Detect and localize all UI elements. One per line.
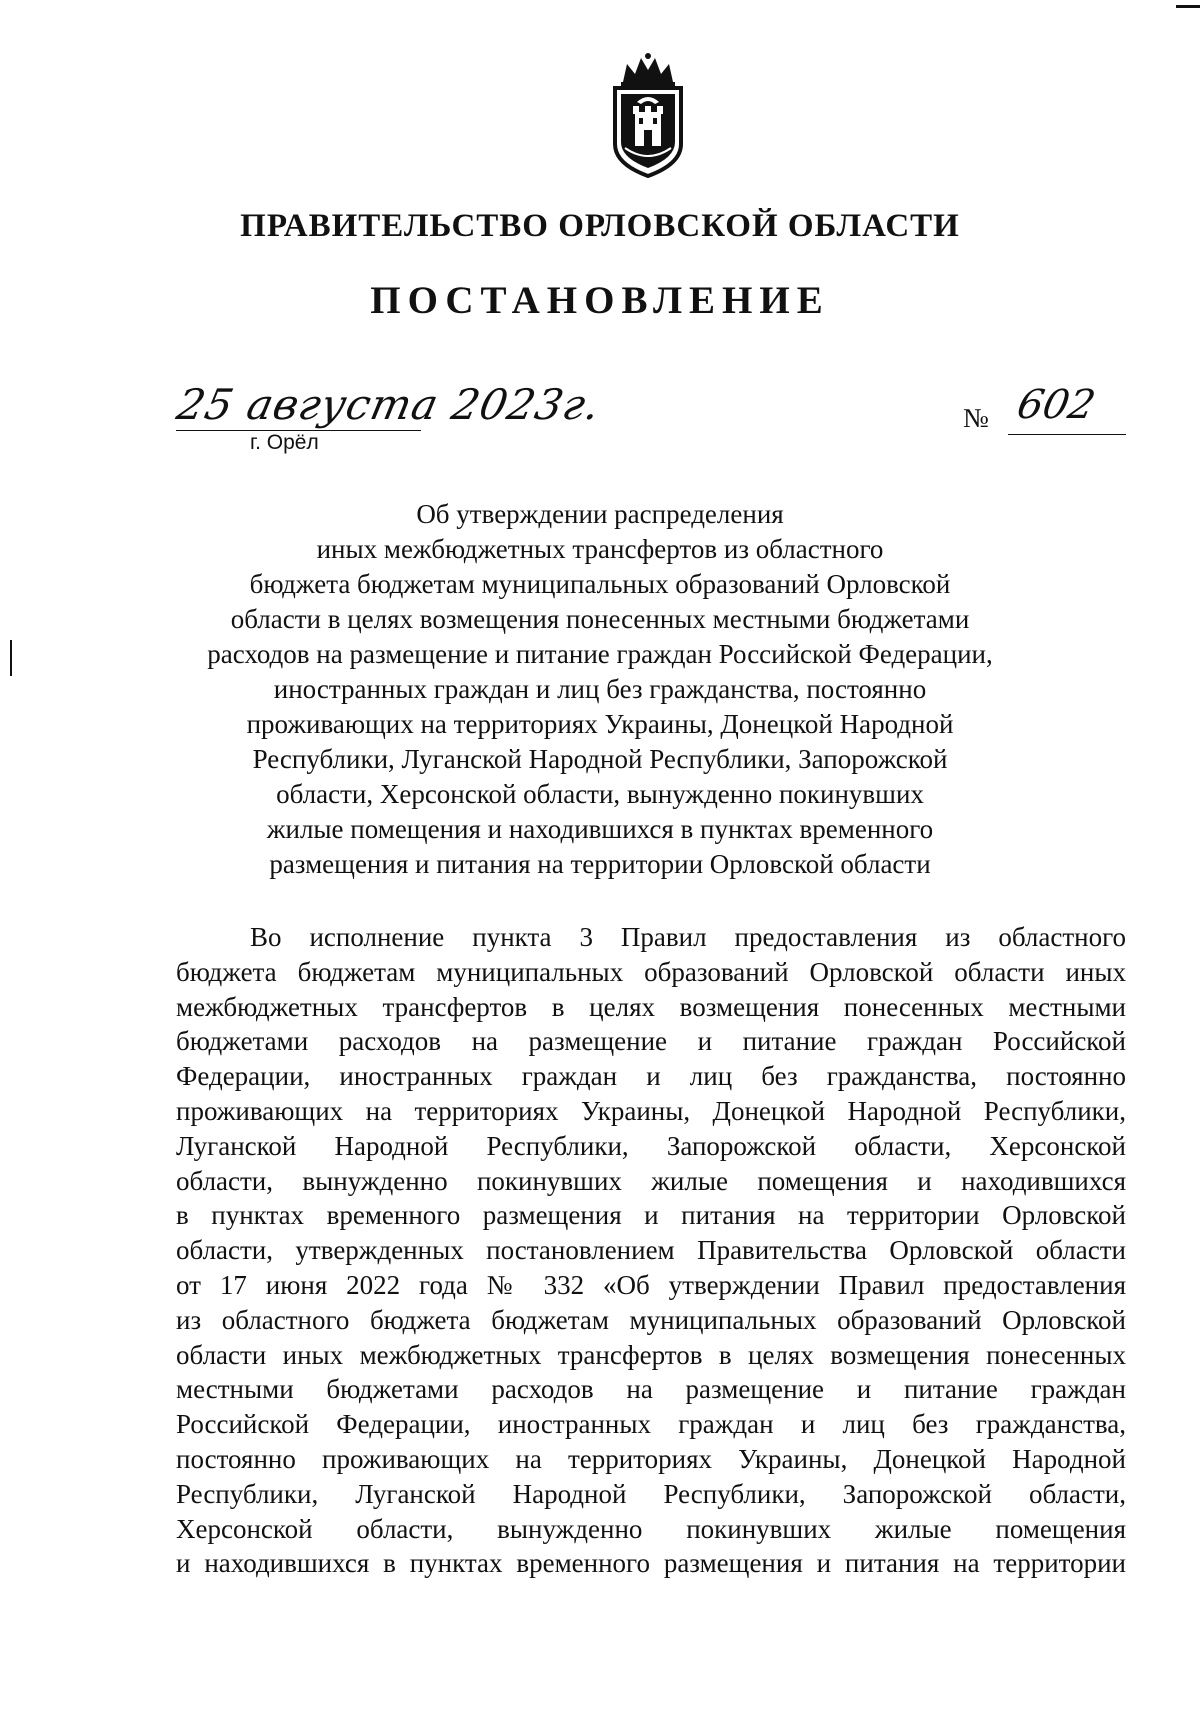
heading-line: области, Херсонской области, вынужденно покинувших: [276, 779, 924, 809]
heading-line: иных межбюджетных трансфертов из областного: [316, 534, 884, 564]
body-line: от 17 июня 2022 года № 332 «Об утверждении Правил предоставления: [176, 1269, 1126, 1300]
organization-title: ПРАВИТЕЛЬСТВО ОРЛОВСКОЙ ОБЛАСТИ: [240, 208, 960, 244]
heading-line: Об утверждении распределения: [416, 499, 784, 529]
orel-oblast-coat-of-arms-icon: [603, 52, 693, 180]
scan-corner-mark: [1176, 5, 1200, 8]
body-paragraph: [176, 920, 1126, 1581]
body-line: местными бюджетами расходов на размещение и питание граждан: [176, 1374, 1126, 1405]
body-line: Российской Федерации, иностранных граждан и лиц без гражданства,: [176, 1409, 1126, 1440]
heading-line: бюджета бюджетам муниципальных образований Орловской: [249, 569, 951, 599]
handwritten-number: 602: [1013, 382, 1100, 428]
body-line: из областного бюджета бюджетам муниципальных образований Орловской: [176, 1304, 1126, 1335]
heading-line: жилые помещения и находившихся в пунктах временного: [266, 814, 934, 844]
heading-line: проживающих на территориях Украины, Донецкой Народной: [246, 709, 954, 739]
body-line: постоянно проживающих на территориях Украины, Донецкой Народной: [176, 1443, 1126, 1474]
body-line: бюджетами расходов на размещение и питание граждан Российской: [176, 1026, 1126, 1057]
body-line: межбюджетных трансфертов в целях возмещения понесенных местными: [176, 991, 1126, 1022]
body-line: и находившихся в пунктах временного размещения и питания на территории: [176, 1548, 1126, 1579]
body-line: области иных межбюджетных трансфертов в целях возмещения понесенных: [176, 1339, 1126, 1370]
number-underline: [1008, 434, 1126, 435]
number-label: №: [963, 403, 989, 433]
heading-line: области в целях возмещения понесенных местными бюджетами: [230, 604, 970, 634]
handwritten-date: 25 августа 2023г.: [172, 380, 606, 429]
body-line: области, вынужденно покинувших жилые помещения и находившихся: [176, 1165, 1126, 1196]
body-line: области, утвержденных постановлением Правительства Орловской области: [176, 1235, 1126, 1266]
heading-line: расходов на размещение и питание граждан Российской Федерации,: [207, 639, 993, 669]
body-line: Республики, Луганской Народной Республики, Запорожской области,: [176, 1478, 1126, 1509]
body-line: Федерации, иностранных граждан и лиц без гражданства, постоянно: [176, 1061, 1126, 1092]
heading-line: размещения и питания на территории Орловской области: [269, 849, 931, 879]
body-line: в пунктах временного размещения и питания на территории Орловской: [176, 1200, 1126, 1231]
body-line: Во исполнение пункта 3 Правил предоставления из областного: [250, 922, 1126, 952]
body-line: проживающих на территориях Украины, Донецкой Народной Республики,: [176, 1095, 1126, 1126]
document-heading: [200, 497, 1000, 882]
heading-line: Республики, Луганской Народной Республики, Запорожской: [252, 744, 948, 774]
city-label: г. Орёл: [250, 431, 319, 454]
heading-line: иностранных граждан и лиц без гражданства, постоянно: [273, 674, 927, 704]
document-type-title: ПОСТАНОВЛЕНИЕ: [370, 279, 830, 322]
body-line: бюджета бюджетам муниципальных образований Орловской области иных: [176, 956, 1126, 987]
scan-margin-mark: [10, 640, 12, 676]
body-line: Луганской Народной Республики, Запорожской области, Херсонской: [176, 1130, 1126, 1161]
body-line: Херсонской области, вынужденно покинувших жилые помещения: [176, 1513, 1126, 1544]
